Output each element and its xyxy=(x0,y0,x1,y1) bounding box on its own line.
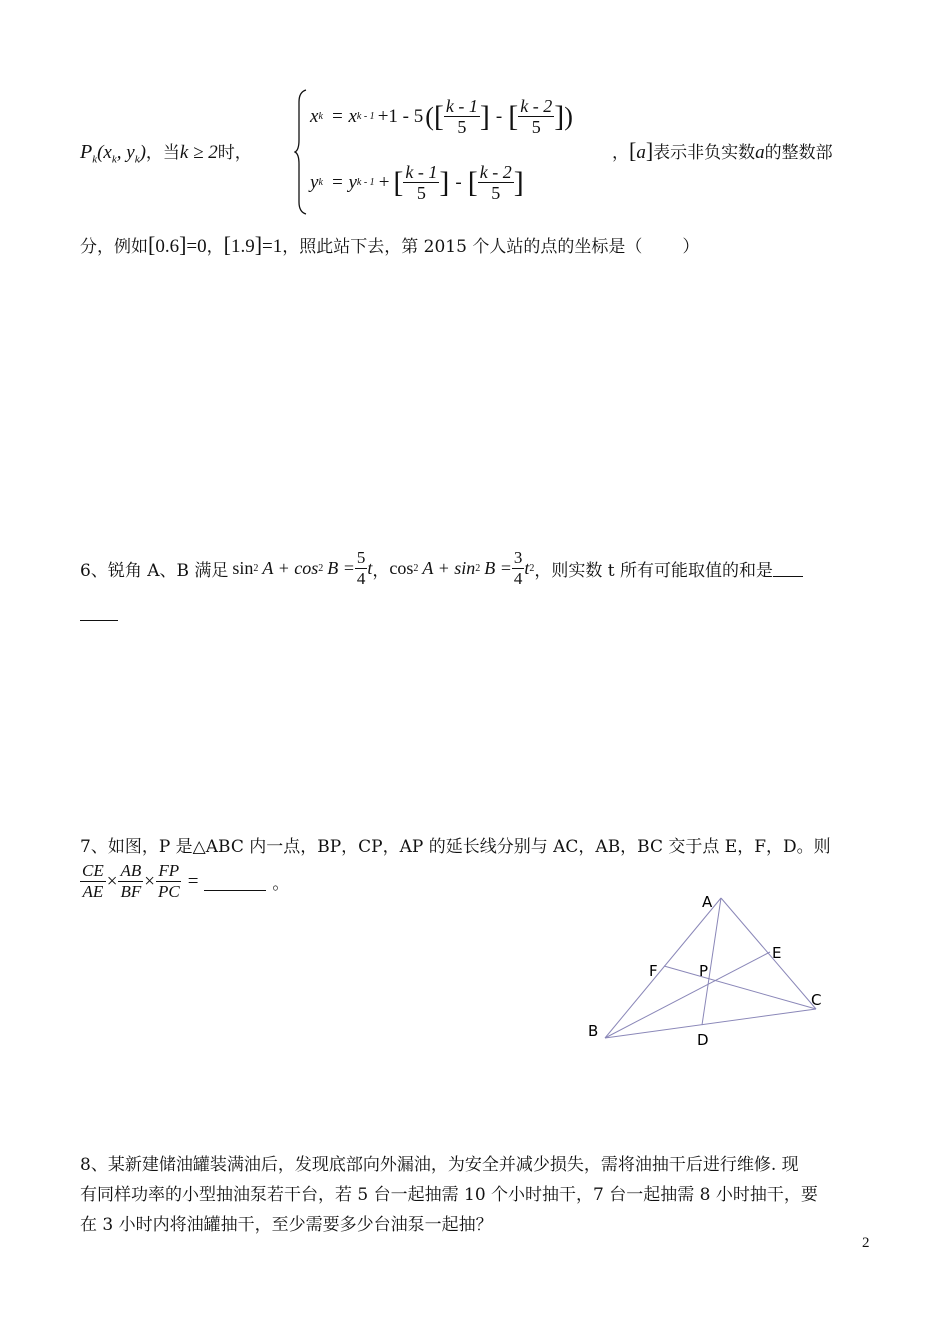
label-c: C xyxy=(811,991,822,1009)
q6-text: 6、锐角 A、B 满足 sin 2 A + cos 2 B = $\frac{5}{4}$ t ， cos 2 A + sin 2 B = $\frac{3}{4}$ t 2 ，则实数 t 所有可能取值的和是 xyxy=(80,548,803,589)
p7a-lead: $P_k(x_k$, $y_k$)，当k ≥ 2时， xyxy=(80,141,252,166)
q7-expression: $\frac{CE}{AE}$ × $\frac{AB}{BF}$ × $\frac{FP}{PC}$ = 。 xyxy=(82,861,290,901)
q8-line1: 8、某新建储油罐装满油后，发现底部向外漏油，为安全并减少损失，需将油抽干后进行维修. 现 xyxy=(80,1155,799,1175)
q8-line3: 在 3 小时内将油罐抽干，至少需要多少台油泵一起抽？ xyxy=(80,1215,493,1235)
p7a-line2: 分，例如[0.6]=0，[1.9]=1，照此站下去，第 2015 个人站的点的坐标是（ ） xyxy=(80,232,700,257)
q7-answer-blank[interactable] xyxy=(204,872,266,891)
system-x-line: x k = x k - 1 +1 - 5 ( [ $\frac{k - 1}{5}$ ] - [ $\frac{k - 2}{5}$ ] ) xyxy=(310,96,573,137)
label-b: B xyxy=(588,1022,599,1040)
page-number: 2 xyxy=(862,1235,870,1251)
p7a-definition: ，[a]表示非负实数a的整数部 xyxy=(612,138,833,163)
cevian-be xyxy=(605,952,770,1038)
label-a: A xyxy=(702,893,713,911)
triangle-figure xyxy=(580,886,840,1056)
system-y-line: y k = y k - 1 + [ $\frac{k - 1}{5}$ ] - [ $\frac{k - 2}{5}$ ] xyxy=(310,162,524,203)
left-brace-icon xyxy=(294,88,308,216)
side-bc xyxy=(605,1009,816,1038)
label-f: F xyxy=(649,962,658,980)
q6-answer-blank-continued[interactable] xyxy=(80,620,118,621)
q7-line1: 7、如图，P 是△ABC 内一点，BP，CP，AP 的延长线分别与 AC，AB，BC 交于点 E，F，D。则 xyxy=(80,837,831,857)
label-e: E xyxy=(772,944,782,962)
q6-answer-blank[interactable] xyxy=(773,560,803,577)
label-d: D xyxy=(697,1031,709,1049)
cevian-cf xyxy=(664,966,816,1009)
side-ac xyxy=(721,898,816,1009)
q8-line2: 有同样功率的小型抽油泵若干台，若 5 台一起抽需 10 个小时抽干，7 台一起抽需 8 小时抽干，要 xyxy=(80,1185,818,1205)
label-p: P xyxy=(699,962,709,980)
